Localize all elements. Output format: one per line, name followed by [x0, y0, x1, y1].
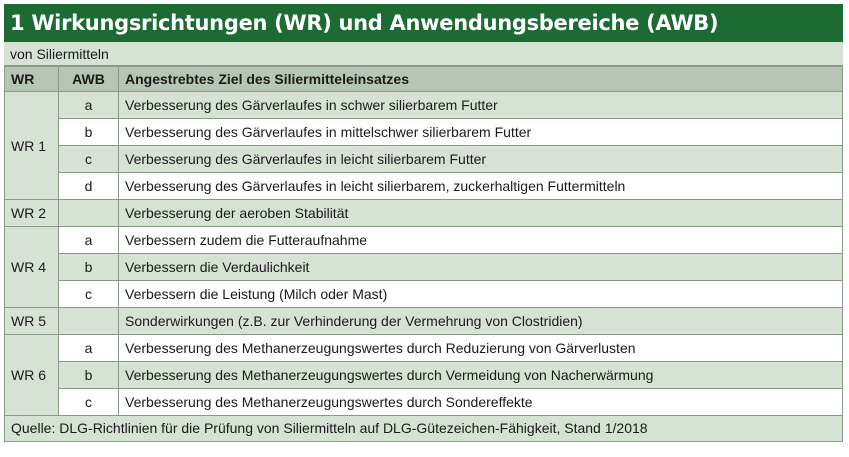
source-note: Quelle: DLG-Richtlinien für die Prüfung von Siliermitteln auf DLG-Gütezeichen-Fähigkeit, Stand 1/2018 [4, 416, 843, 442]
header-goal: Angestrebtes Ziel des Siliermitteleinsatzes [119, 67, 843, 92]
goal-cell: Verbesserung des Gärverlaufes in mittelschwer silierbarem Futter [119, 119, 843, 146]
awb-cell: c [59, 281, 119, 308]
table-row [5, 119, 843, 146]
table-figure [4, 4, 843, 442]
goal-cell: Verbesserung des Methanerzeugungswertes durch Vermeidung von Nacherwärmung [119, 362, 843, 389]
table-row [5, 362, 843, 389]
awb-cell: a [59, 227, 119, 254]
awb-cell: b [59, 119, 119, 146]
table-row [5, 335, 843, 362]
wr-cell: WR 4 [5, 227, 59, 308]
goal-cell: Verbesserung des Gärverlaufes in leicht silierbarem Futter [119, 146, 843, 173]
wr-cell: WR 5 [5, 308, 59, 335]
awb-cell: b [59, 362, 119, 389]
goal-cell: Verbessern die Leistung (Milch oder Mast) [119, 281, 843, 308]
header-row [5, 67, 843, 92]
awb-cell: d [59, 173, 119, 200]
table-row [5, 254, 843, 281]
table-row [5, 308, 843, 335]
goal-cell: Verbessern die Verdaulichkeit [119, 254, 843, 281]
awb-cell: c [59, 146, 119, 173]
awb-cell: b [59, 254, 119, 281]
wr-cell: WR 2 [5, 200, 59, 227]
header-wr: WR [5, 67, 59, 92]
goal-cell: Verbesserung der aeroben Stabilität [119, 200, 843, 227]
awb-cell [59, 200, 119, 227]
table-title: 1 Wirkungsrichtungen (WR) und Anwendungsbereiche (AWB) [4, 4, 843, 42]
header-awb: AWB [59, 67, 119, 92]
table-row [5, 173, 843, 200]
awb-cell: a [59, 335, 119, 362]
goal-cell: Verbesserung des Methanerzeugungswertes durch Reduzierung von Gärverlusten [119, 335, 843, 362]
table-row [5, 227, 843, 254]
goal-cell: Verbesserung des Methanerzeugungswertes durch Sondereffekte [119, 389, 843, 416]
table-row [5, 281, 843, 308]
wr-awb-table [4, 66, 843, 416]
table-row [5, 92, 843, 119]
goal-cell: Verbesserung des Gärverlaufes in schwer silierbarem Futter [119, 92, 843, 119]
table-body [5, 92, 843, 416]
goal-cell: Sonderwirkungen (z.B. zur Verhinderung der Vermehrung von Clostridien) [119, 308, 843, 335]
awb-cell: c [59, 389, 119, 416]
table-row [5, 389, 843, 416]
wr-cell: WR 1 [5, 92, 59, 200]
table-row [5, 146, 843, 173]
awb-cell: a [59, 92, 119, 119]
goal-cell: Verbesserung des Gärverlaufes in leicht silierbarem, zuckerhaltigen Futtermitteln [119, 173, 843, 200]
table-subtitle: von Siliermitteln [4, 42, 843, 66]
awb-cell [59, 308, 119, 335]
goal-cell: Verbessern zudem die Futteraufnahme [119, 227, 843, 254]
wr-cell: WR 6 [5, 335, 59, 416]
table-row [5, 200, 843, 227]
